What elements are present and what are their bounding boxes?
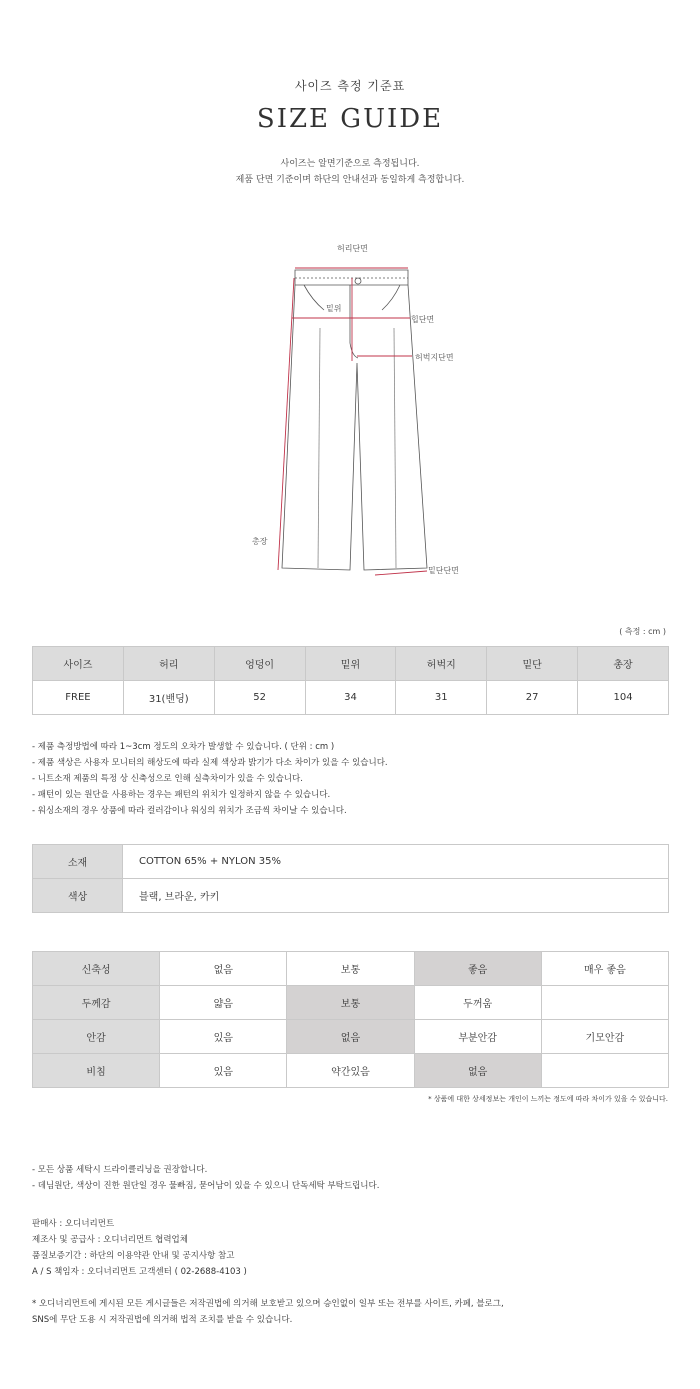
- material-value: COTTON 65% + NYLON 35%: [123, 845, 669, 879]
- size-guide-title: SIZE GUIDE: [256, 104, 444, 134]
- size-table-cell: 52: [214, 681, 305, 715]
- feel-option: 좋음: [414, 952, 541, 986]
- feel-option: [541, 1054, 668, 1088]
- note-line: - 제품 색상은 사용자 모니터의 해상도에 따라 실제 색상과 밝기가 다소 차이가 있을 수 있습니다.: [32, 758, 388, 768]
- feel-label: 신축성: [33, 952, 160, 986]
- feel-option: 보통: [287, 952, 414, 986]
- rise-label: 밑위: [326, 304, 342, 313]
- care-line: - 데님원단, 색상이 진한 원단일 경우 물빠짐, 묻어남이 있을 수 있으니 단독세탁 부탁드립니다.: [32, 1181, 380, 1191]
- note-line: - 제품 측정방법에 따라 1~3cm 정도의 오차가 발생할 수 있습니다. ( 단위 : cm ): [32, 742, 335, 752]
- material-label: 소재: [33, 845, 123, 879]
- size-table-row: [33, 681, 669, 715]
- size-table-cell: 27: [487, 681, 578, 715]
- color-row: [33, 879, 669, 913]
- length-label: 총장: [252, 537, 268, 546]
- material-row: [33, 845, 669, 879]
- size-table-header: 허벅지: [396, 647, 487, 681]
- seller-line: A / S 책임자 : 오디너리먼트 고객센터 ( 02-2688-4103 ): [32, 1267, 247, 1277]
- feel-row-sheerness: [33, 1054, 669, 1088]
- feel-option: 부분안감: [414, 1020, 541, 1054]
- feel-option: 매우 좋음: [541, 952, 668, 986]
- thigh-label: 허벅지단면: [415, 353, 454, 362]
- copyright-line: * 오디너리먼트에 게시된 모든 게시글들은 저작권법에 의거해 보호받고 있으며 승인없이 일부 또는 전부를 사이트, 카페, 블로그,: [32, 1299, 504, 1309]
- size-table-header: 밑위: [305, 647, 396, 681]
- note-line: - 패턴이 있는 원단을 사용하는 경우는 패턴의 위치가 일정하지 않을 수 있습니다.: [32, 790, 331, 800]
- seller-info: [32, 1216, 247, 1280]
- size-table-header: 밑단: [487, 647, 578, 681]
- intro-line: 제품 단면 기준이며 하단의 안내선과 동일하게 측정합니다.: [235, 175, 465, 185]
- size-table-cell: 31: [396, 681, 487, 715]
- color-label: 색상: [33, 879, 123, 913]
- size-table-cell: FREE: [33, 681, 124, 715]
- size-table: [32, 646, 669, 715]
- copyright-line: SNS에 무단 도용 시 저작권법에 의거해 법적 조치를 받을 수 있습니다.: [32, 1315, 293, 1325]
- intro-line: 사이즈는 알면기준으로 측정됩니다.: [280, 159, 420, 169]
- measurement-notes: [32, 739, 388, 819]
- hem-label: 밑단단면: [428, 566, 459, 575]
- size-guide-intro: [0, 156, 700, 188]
- feel-option: 있음: [160, 1020, 287, 1054]
- fabric-feel-table: [32, 951, 669, 1088]
- feel-disclaimer: * 상품에 대한 상세정보는 개인이 느끼는 정도에 따라 차이가 있을 수 있습니다.: [428, 1095, 668, 1103]
- feel-option: 없음: [287, 1020, 414, 1054]
- feel-option: 두꺼움: [414, 986, 541, 1020]
- seller-line: 품질보증기간 : 하단의 이용약관 안내 및 공지사항 참고: [32, 1251, 235, 1261]
- feel-option: 없음: [160, 952, 287, 986]
- size-table-header: 사이즈: [33, 647, 124, 681]
- feel-option: 약간있음: [287, 1054, 414, 1088]
- feel-label: 두께감: [33, 986, 160, 1020]
- care-notes: [32, 1162, 379, 1194]
- care-line: - 모든 상품 세탁시 드라이클리닝을 권장합니다.: [32, 1165, 208, 1175]
- size-guide-subtitle: 사이즈 측정 기준표: [294, 79, 406, 93]
- hip-label: 힙단면: [411, 315, 435, 324]
- note-line: - 니트소재 제품의 특정 상 신축성으로 인해 실측차이가 있을 수 있습니다.: [32, 774, 303, 784]
- feel-label: 비침: [33, 1054, 160, 1088]
- feel-option: [541, 986, 668, 1020]
- feel-label: 안감: [33, 1020, 160, 1054]
- feel-option: 얇음: [160, 986, 287, 1020]
- feel-row-stretch: [33, 952, 669, 986]
- material-table: [32, 844, 669, 913]
- feel-row-thickness: [33, 986, 669, 1020]
- note-line: - 워싱소재의 경우 상품에 따라 컬러감이나 워싱의 위치가 조금씩 차이날 수 있습니다.: [32, 806, 347, 816]
- size-table-header-row: [33, 647, 669, 681]
- seller-line: 판매사 : 오디너리먼트: [32, 1219, 115, 1229]
- seller-line: 제조사 및 공급사 : 오디너리먼트 협력업체: [32, 1235, 188, 1245]
- size-table-header: 엉덩이: [214, 647, 305, 681]
- size-table-cell: 104: [578, 681, 669, 715]
- color-value: 블랙, 브라운, 카키: [123, 879, 669, 913]
- unit-note: ( 측정 : cm ): [619, 627, 666, 636]
- feel-option: 없음: [414, 1054, 541, 1088]
- size-table-header: 허리: [123, 647, 214, 681]
- waist-label: 허리단면: [337, 244, 368, 253]
- copyright-notice: [32, 1296, 504, 1328]
- pants-outline-illustration: [240, 238, 470, 583]
- size-table-cell: 34: [305, 681, 396, 715]
- feel-option: 보통: [287, 986, 414, 1020]
- feel-row-lining: [33, 1020, 669, 1054]
- size-table-header: 총장: [578, 647, 669, 681]
- size-table-cell: 31(밴딩): [123, 681, 214, 715]
- feel-option: 있음: [160, 1054, 287, 1088]
- pants-measurement-diagram: [240, 238, 470, 583]
- feel-option: 기모안감: [541, 1020, 668, 1054]
